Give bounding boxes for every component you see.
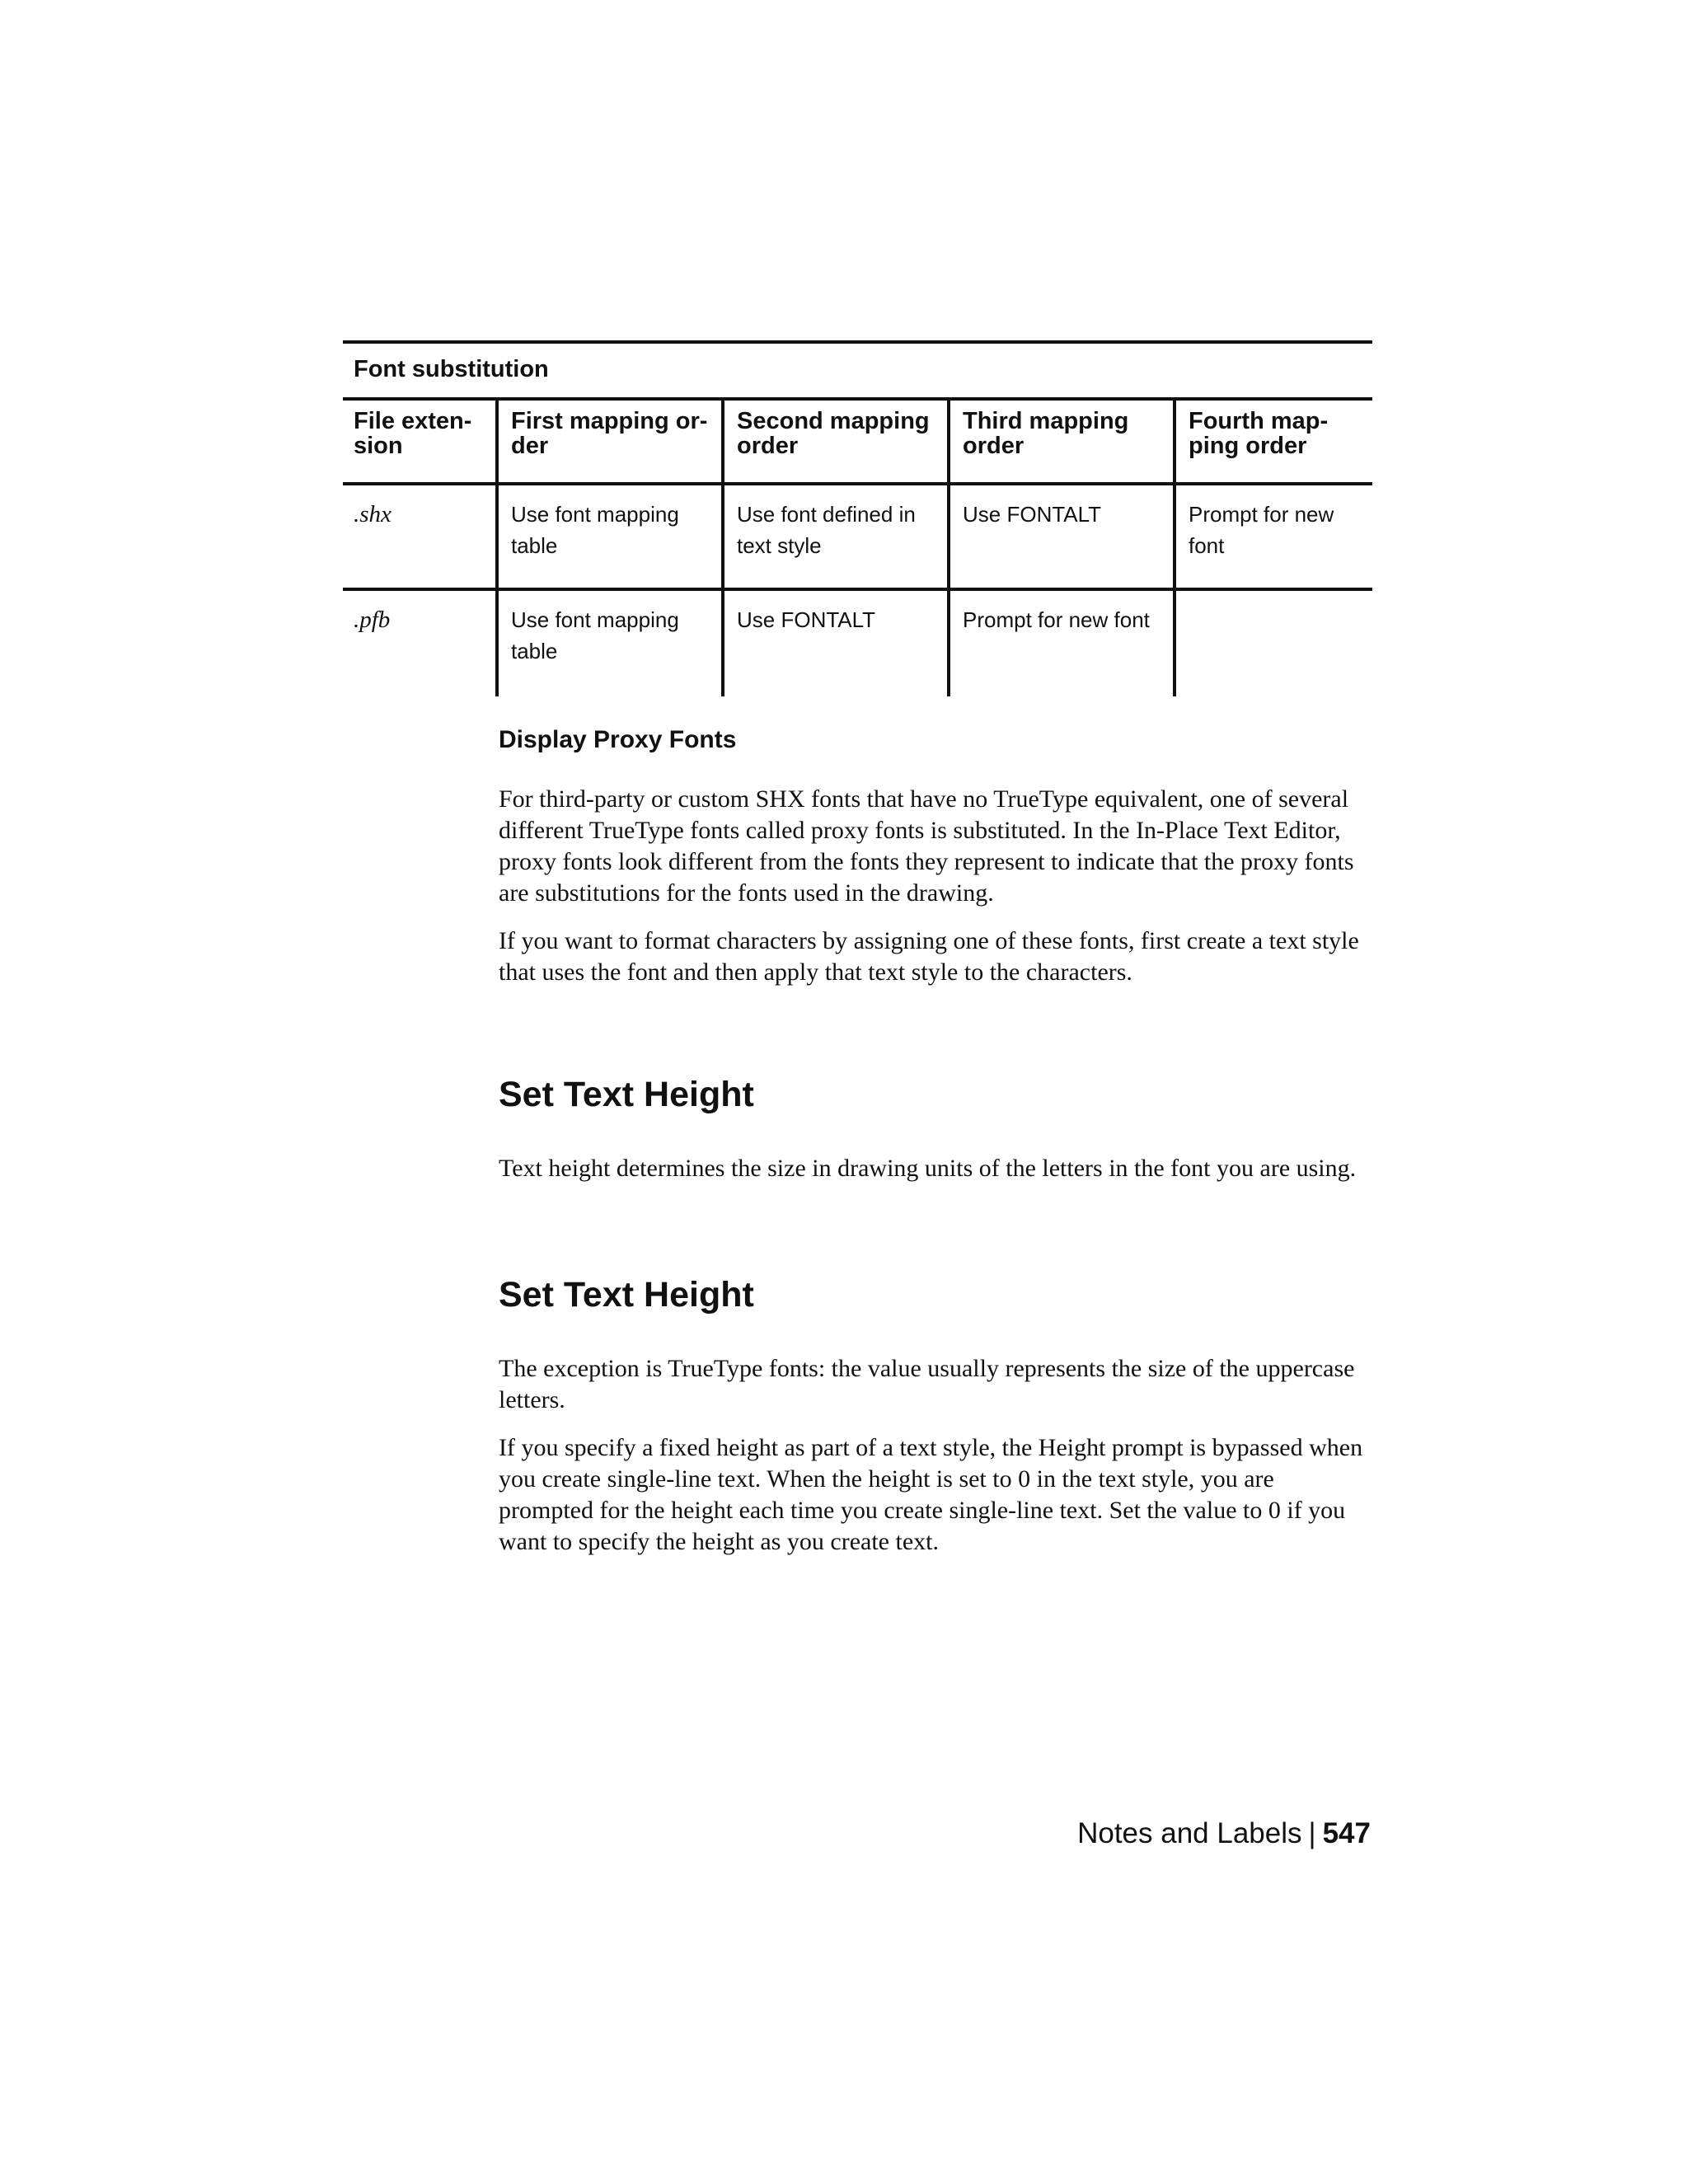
section-title: Set Text Height bbox=[499, 1275, 754, 1315]
cell-first-mapping: Use font mapping table bbox=[499, 485, 724, 588]
header-first-mapping-order: First mapping or- der bbox=[499, 401, 724, 482]
set-text-height-section bbox=[499, 1274, 1374, 1558]
cell-third-mapping: Use FONTALT bbox=[950, 485, 1176, 588]
section-title: Set Text Height bbox=[499, 1075, 754, 1114]
cell-second-mapping: Use FONTALT bbox=[724, 591, 950, 696]
page-footer bbox=[1077, 1816, 1371, 1851]
table-header-row bbox=[343, 401, 1372, 485]
header-file-extension: File exten- sion bbox=[343, 401, 499, 482]
cell-first-mapping: Use font mapping table bbox=[499, 591, 724, 696]
proxy-fonts-paragraph: For third-party or custom SHX fonts that have no TrueType equivalent, one of several different TrueType fonts called proxy fonts is substituted. In the In-Place Text Editor, proxy fonts look different from the fonts they represent to indicate that the proxy fonts are substitutions for the fonts used in the drawing. bbox=[499, 785, 1354, 907]
footer-separator: | bbox=[1308, 1817, 1316, 1849]
cell-extension: .shx bbox=[343, 485, 499, 588]
proxy-fonts-section bbox=[499, 725, 1374, 988]
cell-fourth-mapping bbox=[1176, 591, 1372, 696]
proxy-fonts-heading: Display Proxy Fonts bbox=[499, 726, 737, 753]
font-substitution-table bbox=[343, 340, 1372, 696]
table-caption: Font substitution bbox=[343, 344, 1372, 401]
set-text-height-section bbox=[499, 1074, 1374, 1184]
table-row bbox=[343, 485, 1372, 591]
cell-third-mapping: Prompt for new font bbox=[950, 591, 1176, 696]
footer-section-name: Notes and Labels bbox=[1077, 1817, 1302, 1849]
header-third-mapping-order: Third mapping order bbox=[950, 401, 1176, 482]
section-paragraph: Text height determines the size in drawing units of the letters in the font you are using. bbox=[499, 1154, 1357, 1182]
cell-extension: .pfb bbox=[343, 591, 499, 696]
table-row bbox=[343, 591, 1372, 696]
section-paragraph: The exception is TrueType fonts: the value usually represents the size of the uppercase letters. bbox=[499, 1354, 1355, 1413]
proxy-fonts-paragraph: If you want to format characters by assigning one of these fonts, first create a text style that uses the font and then apply that text style to the characters. bbox=[499, 927, 1359, 986]
header-fourth-mapping-order: Fourth map- ping order bbox=[1189, 408, 1329, 459]
section-paragraph: If you specify a fixed height as part of a text style, the Height prompt is bypassed when you create single-line text. When the height is set to 0 in the text style, you are prompted for the height each time you create single-line text. Set the value to 0 if you want to specify the height as you create text. bbox=[499, 1433, 1363, 1555]
page-number: 547 bbox=[1322, 1817, 1371, 1849]
header-second-mapping-order: Second mapping order bbox=[724, 401, 950, 482]
cell-second-mapping: Use font defined in text style bbox=[724, 485, 950, 588]
cell-fourth-mapping: Prompt for new font bbox=[1189, 502, 1334, 558]
